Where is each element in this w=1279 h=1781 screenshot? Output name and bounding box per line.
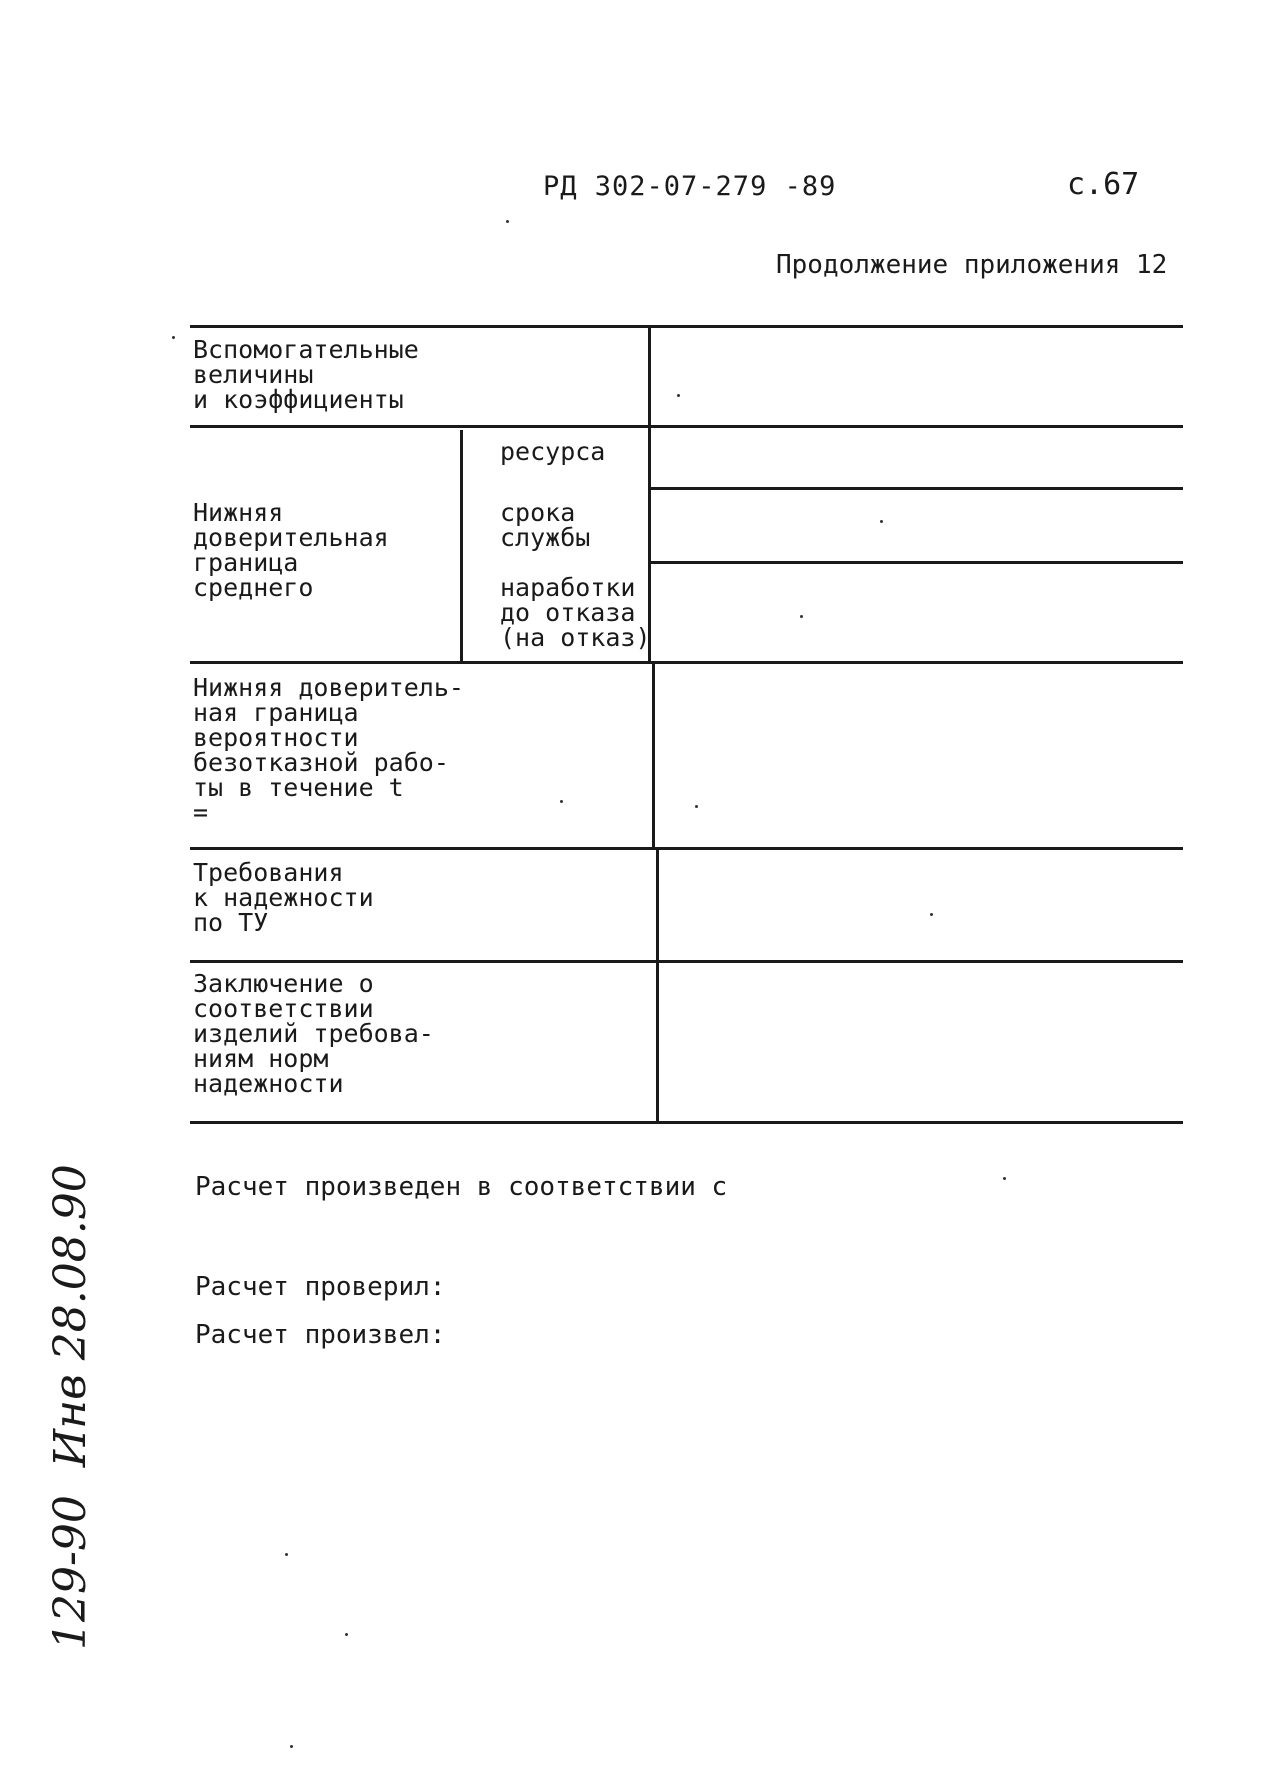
table-rule-top — [190, 325, 1183, 328]
performed-by-label: Расчет произвел: — [195, 1320, 446, 1350]
table-rule-sub — [650, 487, 1183, 490]
service-life-label: срока службы — [500, 498, 591, 552]
scan-speck — [560, 800, 563, 803]
checked-by-label: Расчет проверил: — [195, 1272, 446, 1302]
scan-speck — [695, 805, 698, 808]
table-rule — [190, 425, 1183, 428]
scan-speck — [880, 520, 883, 523]
time-to-failure-label: наработки до отказа (на отказ) — [500, 573, 651, 652]
appendix-continuation: Продолжение приложения 12 — [776, 250, 1168, 280]
scan-speck — [930, 913, 933, 916]
table-column-divider — [656, 847, 659, 1121]
lower-bound-mean-label: Нижняя доверительная граница среднего — [193, 498, 389, 602]
page-number: с.67 — [1067, 167, 1140, 202]
resource-label: ресурса — [500, 437, 606, 466]
lower-bound-probability-label: Нижняя доверитель- ная граница вероятности безотказной рабо- ты в течение t = — [193, 673, 464, 827]
table-subcolumn-divider — [460, 430, 463, 661]
table-rule — [190, 847, 1183, 850]
table-rule-bottom — [190, 1121, 1183, 1124]
scan-speck — [800, 615, 803, 618]
document-code: РД 302-07-279 -89 — [543, 171, 837, 202]
table-column-divider — [652, 661, 655, 847]
reliability-requirements-label: Требования к надежности по ТУ — [193, 858, 374, 937]
scan-speck — [677, 394, 680, 397]
scan-speck — [506, 220, 509, 223]
table-rule — [190, 960, 1183, 963]
scan-speck — [1003, 1177, 1006, 1180]
table-rule-sub — [650, 561, 1183, 564]
aux-values-label: Вспомогательные величины и коэффициенты — [193, 335, 419, 414]
conformity-conclusion-label: Заключение о соответствии изделий требова- ниям норм надежности — [193, 969, 434, 1098]
scan-speck — [285, 1553, 288, 1556]
scan-speck — [290, 1745, 293, 1748]
table-rule — [190, 661, 1183, 664]
scan-speck — [345, 1633, 348, 1636]
calculation-basis: Расчет произведен в соответствии с — [195, 1172, 728, 1202]
scan-speck — [172, 336, 175, 339]
handwritten-margin-note: 129-90 Инв 28.08.90 — [45, 1164, 96, 1650]
